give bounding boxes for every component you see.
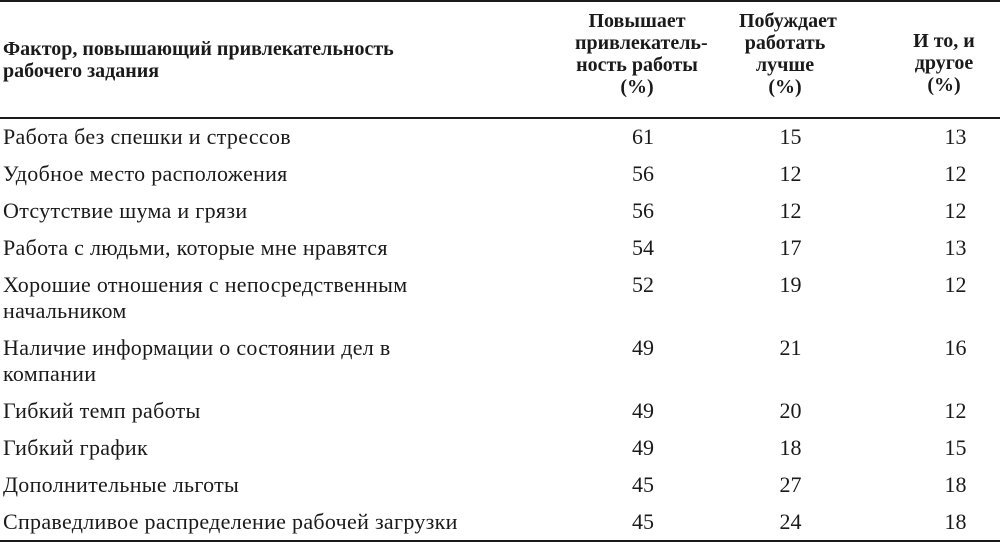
factor-cell: Наличие информации о состоянии дел в компании xyxy=(3,335,391,386)
increases-attractiveness-cell: 45 xyxy=(563,503,703,541)
table-body xyxy=(0,118,1000,541)
header-factor-text: Фактор, повышающий привлекательность рабочего задания xyxy=(3,37,394,82)
increases-attractiveness-cell: 61 xyxy=(632,124,654,149)
factor-cell: Гибкий темп работы xyxy=(3,398,201,423)
increases-attractiveness-cell: 56 xyxy=(632,161,654,186)
both-cell: 16 xyxy=(944,335,967,360)
factor-cell: Справедливое распределение рабочей загрузки xyxy=(0,503,563,541)
table-row xyxy=(0,466,1000,503)
both-cell: 18 xyxy=(944,472,967,497)
motivates-better-cell: 12 xyxy=(779,198,802,223)
table-row xyxy=(0,118,1000,155)
both-cell: 13 xyxy=(944,235,967,260)
header-both-text: И то, и другое (%) xyxy=(913,30,975,96)
header-increases-text: Повышает привлекатель-ность работы (%) xyxy=(575,10,708,98)
motivates-better-cell: 15 xyxy=(779,124,802,149)
motivates-better-cell: 27 xyxy=(779,472,802,497)
motivates-better-cell: 17 xyxy=(779,235,802,260)
increases-attractiveness-cell: 49 xyxy=(632,435,654,460)
table-row xyxy=(0,229,1000,266)
header-motivates-better xyxy=(703,1,868,118)
table-row xyxy=(0,266,1000,329)
factor-cell: Работа с людьми, которые мне нравятся xyxy=(3,235,388,260)
both-cell: 12 xyxy=(944,398,967,423)
motivates-better-cell: 19 xyxy=(779,272,802,297)
both-cell: 12 xyxy=(944,198,967,223)
header-factor xyxy=(0,1,563,118)
table-row xyxy=(0,392,1000,429)
motivates-better-cell: 21 xyxy=(779,335,802,360)
table-row xyxy=(0,329,1000,392)
motivates-better-cell: 20 xyxy=(779,398,802,423)
increases-attractiveness-cell: 52 xyxy=(632,272,654,297)
both-cell: 12 xyxy=(944,161,967,186)
factor-cell: Отсутствие шума и грязи xyxy=(3,198,248,223)
table-row xyxy=(0,503,1000,541)
motivates-better-cell: 24 xyxy=(703,503,868,541)
header-both xyxy=(868,1,1000,118)
factor-cell: Дополнительные льготы xyxy=(3,472,240,497)
factor-cell: Гибкий график xyxy=(3,435,148,460)
increases-attractiveness-cell: 56 xyxy=(632,198,654,223)
table-row xyxy=(0,429,1000,466)
increases-attractiveness-cell: 45 xyxy=(632,472,654,497)
header-increases-attractiveness xyxy=(563,1,708,118)
factor-cell: Удобное место расположения xyxy=(3,161,288,186)
motivates-better-cell: 12 xyxy=(779,161,802,186)
table-row xyxy=(0,155,1000,192)
motivates-better-cell: 18 xyxy=(779,435,802,460)
factor-cell: Хорошие отношения с непосредственным начальником xyxy=(3,272,408,323)
table-header-row xyxy=(0,1,1000,118)
both-cell: 18 xyxy=(868,503,1000,541)
factor-cell: Работа без спешки и стрессов xyxy=(3,124,291,149)
both-cell: 15 xyxy=(944,435,967,460)
header-motivates-text: Побуждает работать лучше (%) xyxy=(739,10,837,98)
increases-attractiveness-cell: 49 xyxy=(632,335,654,360)
increases-attractiveness-cell: 54 xyxy=(632,235,654,260)
both-cell: 12 xyxy=(944,272,967,297)
both-cell: 13 xyxy=(944,124,967,149)
table-row xyxy=(0,192,1000,229)
increases-attractiveness-cell: 49 xyxy=(632,398,654,423)
